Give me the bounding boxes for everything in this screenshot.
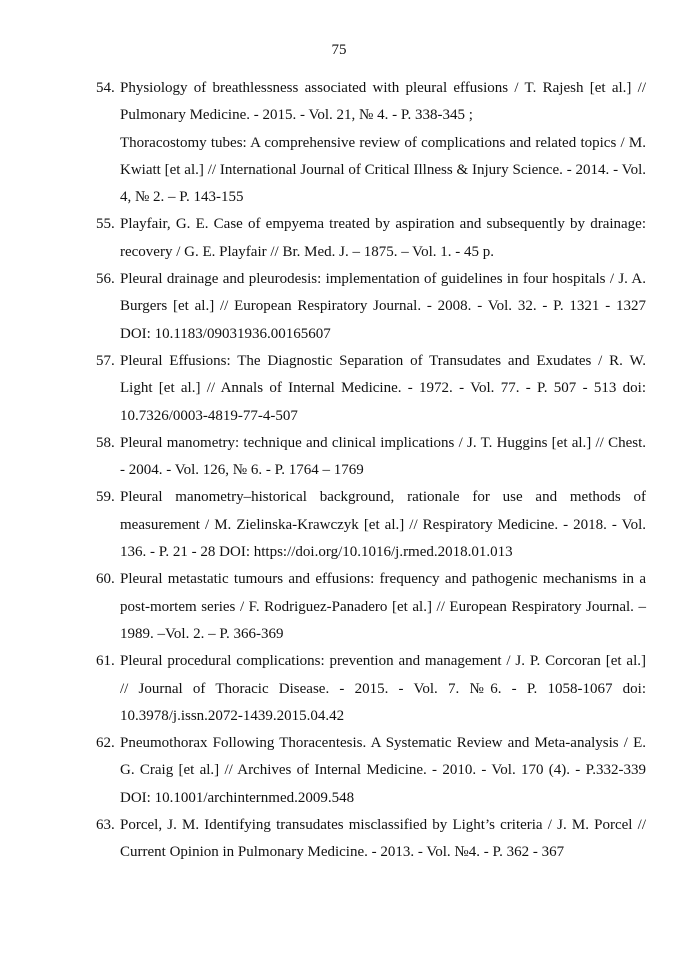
- reference-number: 54.: [96, 80, 115, 96]
- reference-text: Physiology of breathlessness associated with pleural effusions / T. Rajesh [et al.] // Pulmonary Medicine. - 2015. - Vol. 21, № 4. - P. 338-345 ;: [120, 80, 646, 124]
- reference-text: Thoracostomy tubes: A comprehensive review of complications and related topics / M. Kwiatt [et al.] // International Journal of Critical Illness & Injury Science. - 2014. - Vol. 4, № 2. – P. 143-155: [120, 134, 646, 206]
- reference-item: [96, 812, 646, 867]
- reference-text: Pleural Effusions: The Diagnostic Separation of Transudates and Exudates / R. W. Light [et al.] // Annals of Internal Medicine. - 1972. - Vol. 77. - P. 507 - 513 doi: 10.7326/0003-4819-77-4-507: [120, 352, 646, 424]
- reference-text: Pleural manometry–historical background, rationale for use and methods of measurement / M. Zielinska-Krawczyk [et al.] // Respiratory Medicine. - 2018. - Vol. 136. - P. 21 - 28 DOI: https://doi.org/10.1016/j.rmed.2018.01.013: [120, 489, 646, 561]
- reference-number: 57.: [96, 352, 115, 369]
- reference-list: [96, 75, 646, 867]
- reference-number: 60.: [96, 571, 115, 588]
- reference-number: 56.: [96, 271, 115, 288]
- reference-text: Pleural manometry: technique and clinical implications / J. T. Huggins [et al.] // Chest. - 2004. - Vol. 126, № 6. - P. 1764 – 1769: [120, 434, 646, 479]
- reference-item: [96, 348, 646, 430]
- reference-number: 61.: [96, 653, 115, 670]
- reference-number: 59.: [96, 489, 115, 506]
- reference-number: 58.: [96, 434, 115, 451]
- reference-text: Pleural metastatic tumours and effusions: frequency and pathogenic mechanisms in a post-mortem series / F. Rodriguez-Panadero [et al.] // European Respiratory Journal. – 1989. –Vol. 2. – P. 366-369: [120, 571, 646, 642]
- reference-item: [96, 648, 646, 730]
- reference-text: Pneumothorax Following Thoracentesis. A Systematic Review and Meta-analysis / E. G. Craig [et al.] // Archives of Internal Medicine. - 2010. - Vol. 170 (4). - P.332-339 DOI: 10.1001/archinternmed.2009.548: [120, 735, 646, 806]
- reference-item: [96, 211, 646, 266]
- reference-text: Pleural procedural complications: prevention and management / J. P. Corcoran [et al.] // Journal of Thoracic Disease. - 2015. - Vol. 7. №6. - P. 1058-1067 doi: 10.3978/j.issn.2072-1439.2015.04.42: [120, 653, 646, 724]
- reference-item: [96, 566, 646, 648]
- reference-text: Playfair, G. E. Case of empyema treated by aspiration and subsequently by drainage: recovery / G. E. Playfair // Br. Med. J. – 1875. – Vol. 1. - 45 p.: [120, 216, 646, 260]
- reference-item: [96, 430, 646, 485]
- reference-text: Pleural drainage and pleurodesis: implementation of guidelines in four hospitals / J. A. Burgers [et al.] // European Respiratory Journal. - 2008. - Vol. 32. - P. 1321 - 1327 DOI: 10.1183/09031936.00165607: [120, 271, 646, 342]
- reference-item: [96, 266, 646, 348]
- reference-number: 63.: [96, 817, 115, 834]
- page-number: 75: [331, 42, 347, 58]
- reference-number: 62.: [96, 735, 115, 752]
- reference-text: Porcel, J. M. Identifying transudates misclassified by Light’s criteria / J. M. Porcel // Current Opinion in Pulmonary Medicine. - 2013. - Vol. №4. - P. 362 - 367: [120, 817, 646, 861]
- reference-item: [96, 75, 646, 211]
- reference-number: 55.: [96, 216, 115, 233]
- reference-item: [96, 730, 646, 812]
- reference-item: [96, 484, 646, 566]
